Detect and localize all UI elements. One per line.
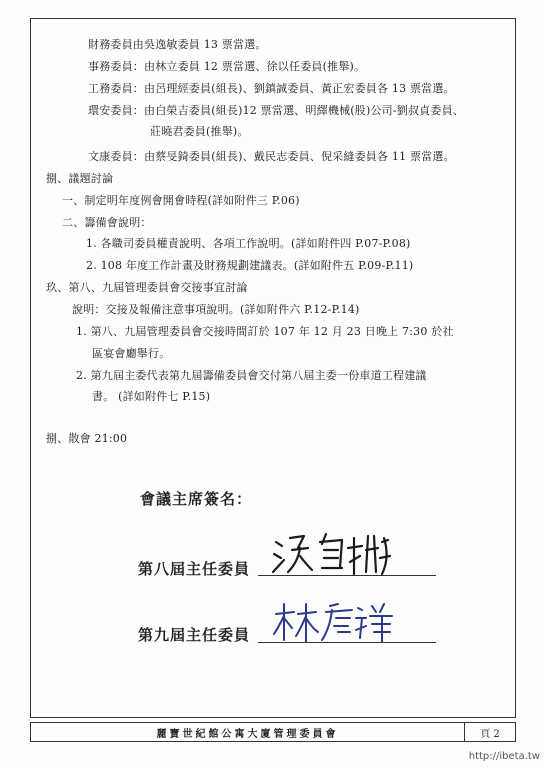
ninth-chair-label: 第九屆主任委員 xyxy=(138,626,251,644)
text-line: 莊曉君委員(推舉)。 xyxy=(150,125,249,138)
chair-signature-label: 會議主席簽名： xyxy=(140,490,253,508)
text-line: 區宴會廳舉行。 xyxy=(92,347,171,360)
ninth-handwritten-signature xyxy=(272,598,402,646)
text-line: 說明：交接及報備注意事項說明。(詳如附件六 P.12-P.14) xyxy=(72,303,360,316)
footer-title: 麗寶世紀館公寓大廈管理委員會 xyxy=(156,728,339,740)
text-line: 環安委員：由白榮吉委員(組長)12 票當選、明繹機械(股)公司-劉叔貞委員、 xyxy=(88,104,464,117)
watermark: http://ibeta.tw xyxy=(468,751,540,762)
text-line: 事務委員：由林立委員 12 票當選、徐以任委員(推舉)。 xyxy=(88,60,366,73)
text-line: 一、制定明年度例會開會時程(詳如附件三 P.06) xyxy=(62,194,300,207)
section-heading: 捌、議題討論 xyxy=(46,172,114,185)
page-number: 頁 2 xyxy=(464,723,515,741)
text-line: 文康委員：由蔡旻錡委員(組長)、戴民志委員、倪采縫委員各 11 票當選。 xyxy=(88,150,455,163)
text-line: 1. 第八、九屆管理委員會交接時間訂於 107 年 12 月 23 日晚上 7:30 於社 xyxy=(76,325,454,338)
footer-bar xyxy=(30,722,516,742)
section-heading: 玖、第八、九屆管理委員會交接事宜討論 xyxy=(46,281,248,294)
eighth-chair-label: 第八屆主任委員 xyxy=(138,560,251,578)
text-line: 二、籌備會說明： xyxy=(62,216,152,229)
text-line: 2. 第九屆主委代表第九屆籌備委員會交付第八屆主委一份車道工程建議 xyxy=(76,369,427,382)
text-line: 書。 (詳如附件七 P.15) xyxy=(92,390,211,403)
eighth-handwritten-signature xyxy=(270,528,410,578)
text-line: 財務委員由吳逸敏委員 13 票當選。 xyxy=(88,38,267,51)
text-line: 2. 108 年度工作計畫及財務規劃建議表。(詳如附件五 P.09-P.11) xyxy=(86,259,414,272)
text-line: 工務委員：由呂理經委員(組長)、劉鎮誠委員、黃正宏委員各 13 票當選。 xyxy=(88,82,455,95)
text-line: 1. 各職司委員權責說明、各項工作說明。(詳如附件四 P.07-P.08) xyxy=(86,237,411,250)
section-heading: 捌、散會 21:00 xyxy=(46,432,128,445)
